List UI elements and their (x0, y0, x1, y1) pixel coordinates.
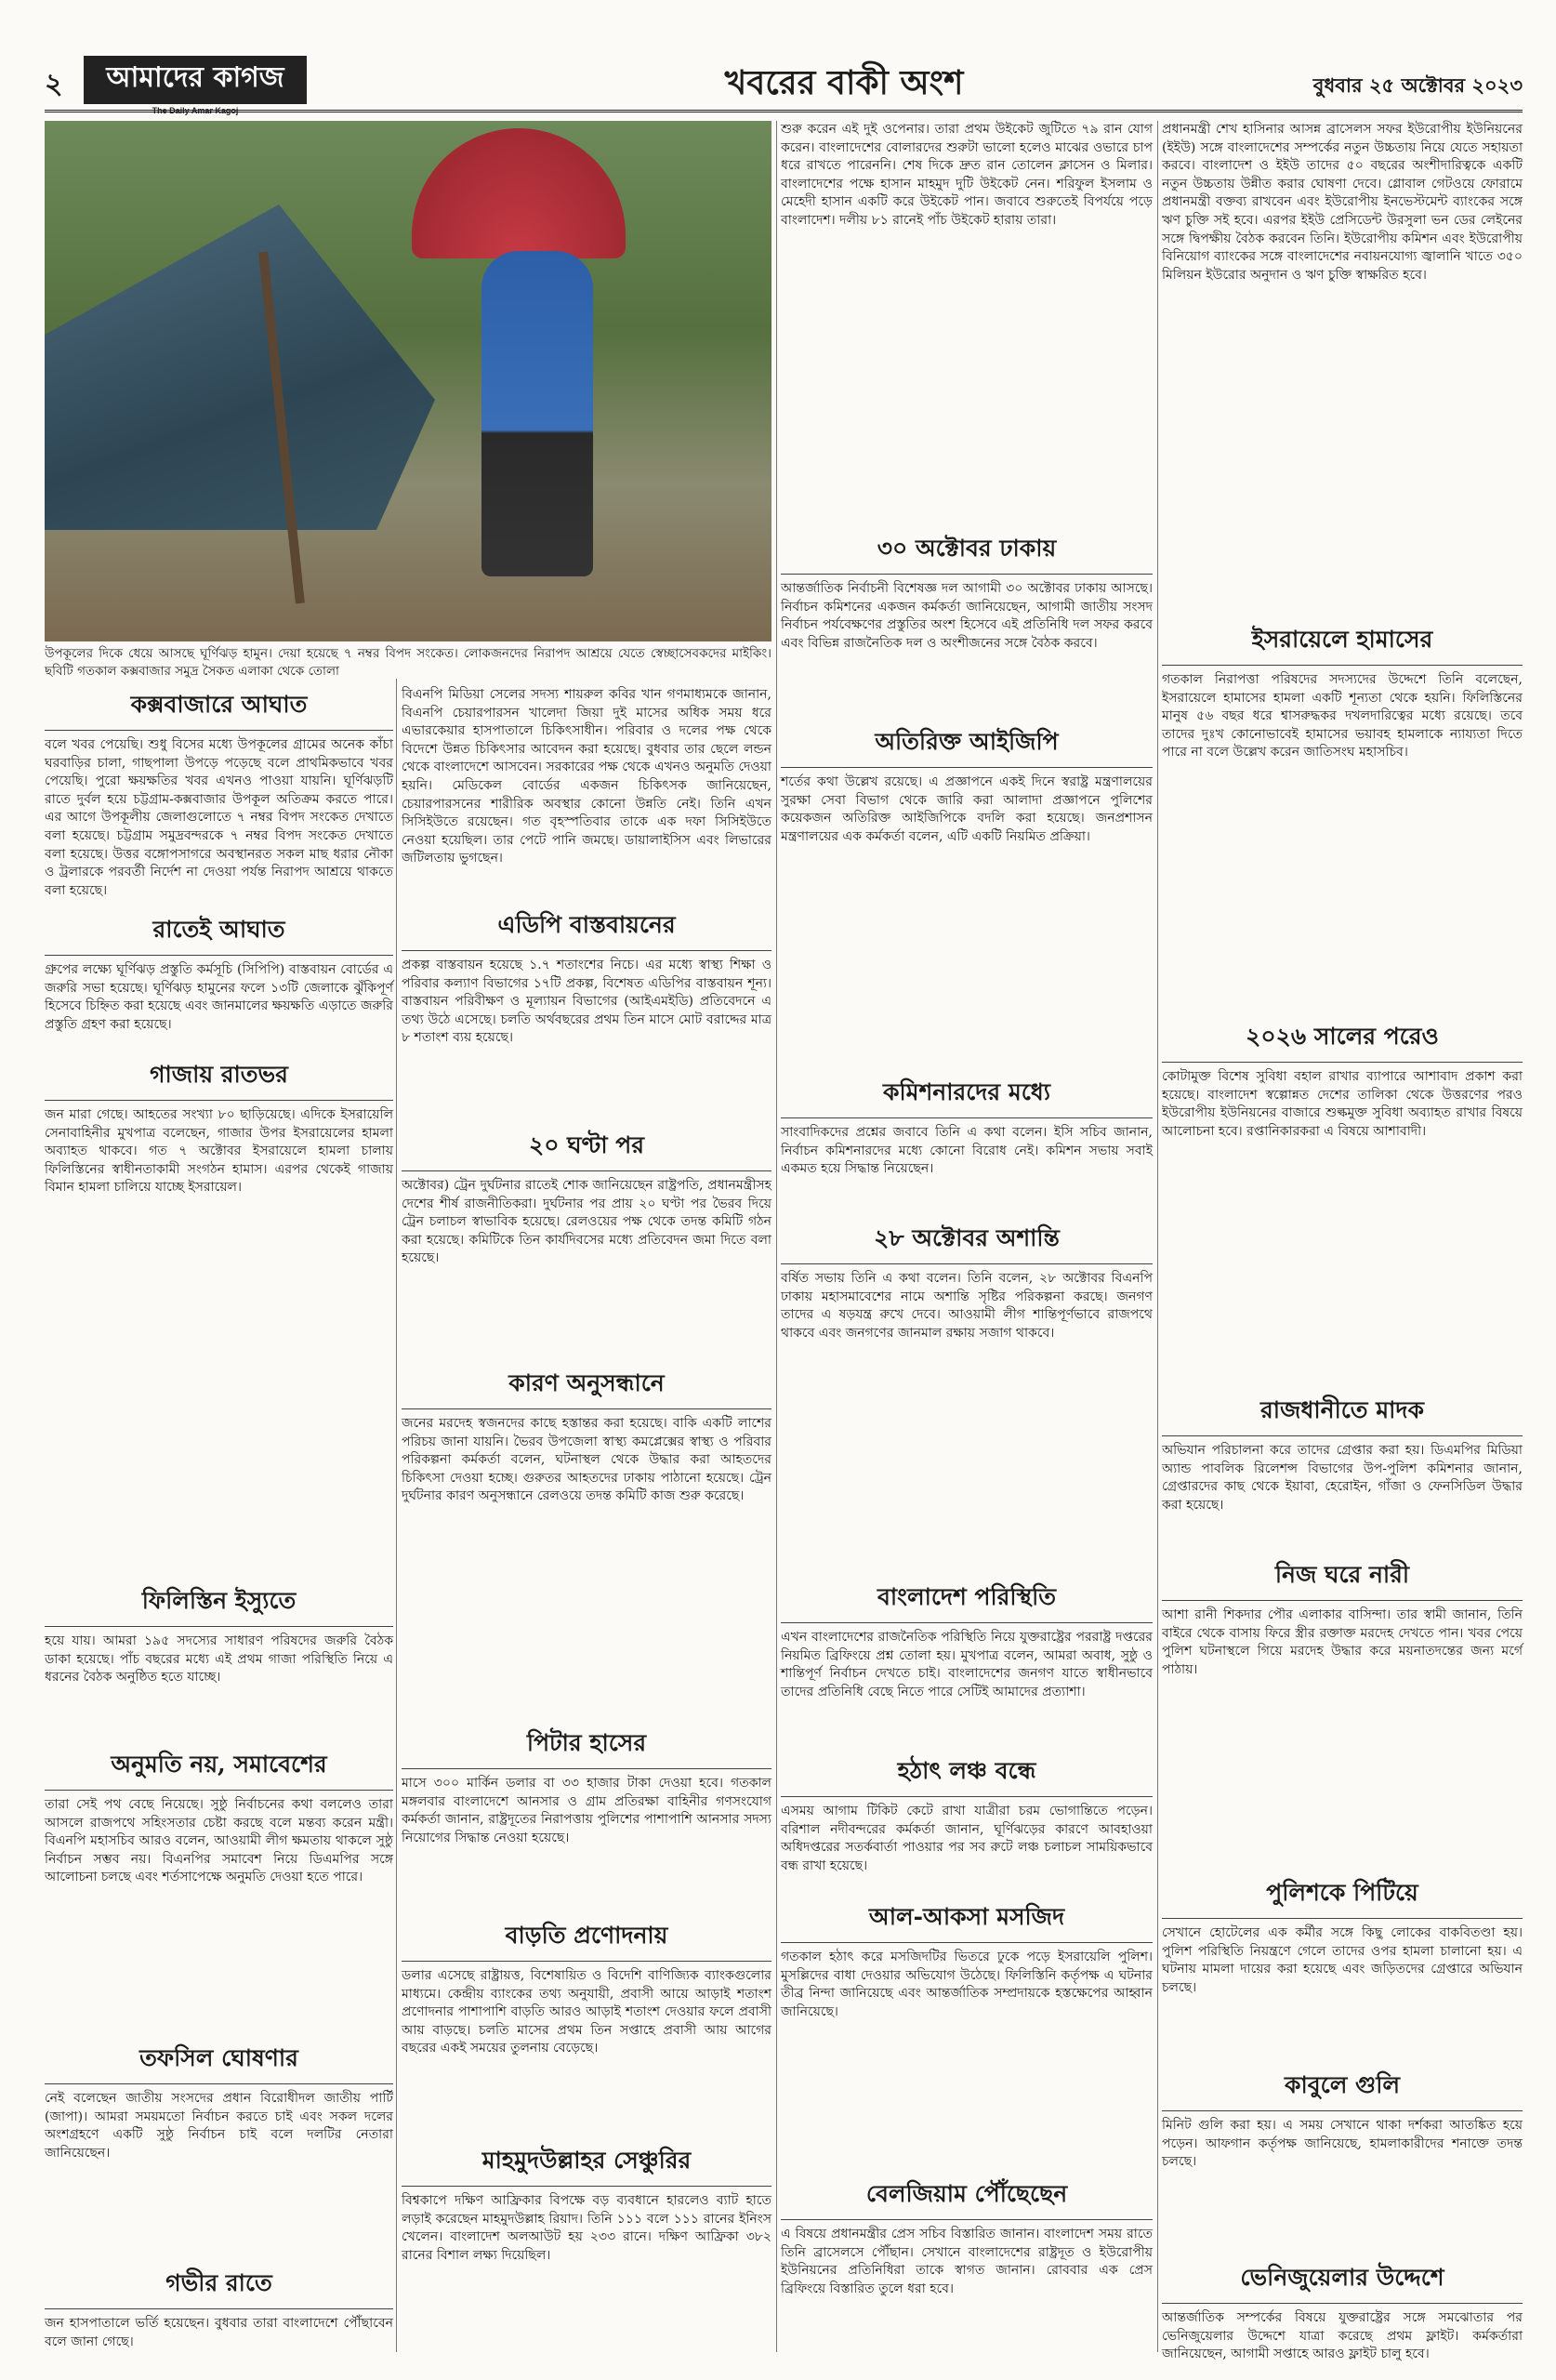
story-body: সাংবাদিকদের প্রশ্নের জবাবে তিনি এ কথা বলেন। ইসি সচিব জানান, নির্বাচন কমিশনারদের মধ্যে কোনো বিরোধ নেই। কমিশন সভায় সবাই একমত হয়ে সিদ্ধান্ত নিয়েছেন। (781, 1125, 1153, 1177)
story-body: মিনিট গুলি করা হয়। এ সময় সেখানে থাকা দর্শকরা আতঙ্কিত হয়ে পড়েন। আফগান কর্তৃপক্ষ জানিয়েছে, হামলাকারীদের শনাক্তে তদন্ত চলছে। (1162, 2118, 1523, 2170)
story-body: বিএনপি মিডিয়া সেলের সদস্য শায়রুল কবির খান গণমাধ্যমকে জানান, বিএনপি চেয়ারপারসন খালেদা জিয়া দুই মাসের অধিক সময় ধরে এভারকেয়ার হাসপাতালে চিকিৎসাধীন। পরিবার ও দলের পক্ষ থেকে বিদেশে উন্নত চিকিৎসার আবেদন করা হয়েছে। বুধবার তার ছেলে লন্ডন থেকে বাংলাদেশে আসবেন। সরকারের পক্ষ থেকে এখনও অনুমতি দেওয়া হয়নি। মেডিকেল বোর্ডের একজন চিকিৎসক জানিয়েছেন, চেয়ারপারসনের শারীরিক অবস্থার কোনো উন্নতি নেই। তিনি এখন সিসিইউতে রয়েছেন। গত বৃহস্পতিবার তাকে এক দফা সিসিইউতে নেওয়া হয়েছিল। তার পেটে পানি জমছে। ডায়ালাইসিস এবং লিভারের জটিলতায় ভুগছেন। (402, 687, 771, 866)
story-headline: অনুমতি নয়, সমাবেশের (45, 1746, 393, 1791)
story-headline: গাজায় রাতভর (45, 1056, 393, 1101)
story-hamas (1162, 621, 1523, 1012)
story-body: সেখানে হোটেলের এক কর্মীর সঙ্গে কিছু লোকের বাকবিতণ্ডা হয়। পুলিশ পরিস্থিতি নিয়ন্ত্রণে গেলে তাদের ওপর হামলা চালানো হয়। এ ঘটনায় মামলা দায়ের করা হয়েছে এবং জড়িতদের গ্রেপ্তারে অভিযান চলছে। (1162, 1925, 1523, 1995)
story-pm (1162, 121, 1523, 614)
story-reason (402, 1365, 771, 1718)
story-headline: পিটার হাসের (402, 1725, 771, 1769)
story-body: জনের মরদেহ স্বজনদের কাছে হস্তান্তর করা হয়েছে। বাকি একটি লাশের পরিচয় জানা যায়নি। ভৈরব উপজেলা স্বাস্থ্য কমপ্লেক্সের স্বাস্থ্য ও পরিবার পরিকল্পনা কর্মকর্তা বলেন, ঘটনাস্থল থেকে উদ্ধার করা আহতদের চিকিৎসা দেওয়া হচ্ছে। গুরুতর আহতদের ঢাকায় পাঠানো হয়েছে। ট্রেন দুর্ঘটনার কারণ অনুসন্ধানে রেলওয়ে তদন্ত কমিটি কাজ শুরু করেছে। (402, 1416, 771, 1504)
photo-person (481, 251, 593, 576)
story-mahmudullah (402, 2142, 771, 2348)
story-headline: কারণ অনুসন্ধানে (402, 1365, 771, 1409)
story-headline: ২০২৬ সালের পরেও (1162, 1018, 1523, 1063)
story-tofsil (45, 2040, 393, 2258)
story-headline: ভেনিজুয়েলার উদ্দেশে (1162, 2259, 1523, 2304)
section-title: খবরের বাকী অংশ (724, 63, 964, 102)
story-2026 (1162, 1018, 1523, 1385)
story-duck (402, 1725, 771, 1911)
story-body: হয়ে যায়। আমরা ১৯৫ সদস্যের সাধারণ পরিষদের জরুরি বৈঠক ডাকা হয়েছে। পাঁচ বছরের মধ্যে এই প্রথম গাজা পরিস্থিতি নিয়ে এ ধরনের বৈঠক অনুষ্ঠিত হতে যাচ্ছে। (45, 1633, 393, 1686)
story-body: তারা সেই পথ বেছে নিয়েছে। সুষ্ঠু নির্বাচনের কথা বললেও তারা আসলে রাজপথে সহিংসতার চেষ্টা করছে বলে মন্তব্য করেন মন্ত্রী। বিএনপি মহাসচিব আরও বলেন, আওয়ামী লীগ ক্ষমতায় থাকলে সুষ্ঠু নির্বাচন সম্ভব নয়। বিএনপির সমাবেশ নিয়ে ডিএমপির সঙ্গে আলোচনা চলছে এবং শর্তসাপেক্ষে অনুমতি দেওয়া হতে পারে। (45, 1797, 393, 1885)
story-body: প্রধানমন্ত্রী শেখ হাসিনার আসন্ন ব্রাসেলস সফর ইউরোপীয় ইউনিয়নের (ইইউ) সঙ্গে বাংলাদেশের সম্পর্কের নতুন উচ্চতায় নিয়ে যেতে সহায়তা করবে। বাংলাদেশ ও ইইউ তাদের ৫০ বছরের অংশীদারিত্বকে একটি নতুন উচ্চতায় উন্নীত করার ঘোষণা দেবে। গ্লোবাল গেটওয়ে ফোরামে প্রধানমন্ত্রী বক্তব্য রাখবেন এবং ইউরোপীয় ইনভেস্টমেন্ট ব্যাংকের সঙ্গে ঋণ চুক্তি সই হবে। এরপর ইইউ প্রেসিডেন্ট উরসুলা ভন ডের লেইনের সঙ্গে দ্বিপক্ষীয় বৈঠক করবেন তিনি। ইউরোপীয় কমিশন এবং ইউরোপীয় বিনিয়োগ ব্যাংকের সঙ্গে বাংলাদেশের নবায়নযোগ্য জ্বালানি খাতে ৩৫০ মিলিয়ন ইউরোর অনুদান ও ঋণ চুক্তি স্বাক্ষরিত হবে। (1162, 122, 1523, 283)
story-rec (781, 121, 1153, 521)
story-body: কোটামুক্ত বিশেষ সুবিধা বহাল রাখার ব্যাপারে আশাবাদ প্রকাশ করা হয়েছে। বাংলাদেশ স্বল্পোন্নত দেশের তালিকা থেকে উত্তরণের পরও ইউরোপীয় ইউনিয়নের বাজারে শুল্কমুক্ত সুবিধা অব্যাহত রাখার বিষয়ে আলোচনা হবে। রপ্তানিকারকরা এ বিষয়ে আশাবাদী। (1162, 1069, 1523, 1139)
newspaper-logo (84, 56, 307, 115)
story-body: প্রকল্প বাস্তবায়ন হয়েছে ১.৭ শতাংশের নিচে। এর মধ্যে স্বাস্থ্য শিক্ষা ও পরিবার কল্যাণ বিভাগের ১৭টি প্রকল্প, বিশেষত এডিপির বাস্তবায়ন শূন্য। বাস্তবায়ন পরিবীক্ষণ ও মূল্যায়ন বিভাগের (আইএমইডি) প্রতিবেদনে এ তথ্য উঠে এসেছে। চলতি অর্থবছরের প্রথম তিন মাসে মোট বরাদ্দের মাত্র ৮ শতাংশ ব্যয় হয়েছে। (402, 958, 771, 1046)
story-night1 (45, 911, 393, 1051)
news-photo (45, 121, 771, 641)
story-headline: রাজধানীতে মাদক (1162, 1392, 1523, 1436)
story-aqsa (781, 1898, 1153, 2168)
story-cox (45, 686, 393, 905)
story-body: অভিযান পরিচালনা করে তাদের গ্রেপ্তার করা হয়। ডিএমপির মিডিয়া অ্যান্ড পাবলিক রিলেশন্স বিভাগের উপ-পুলিশ কমিশনার জানান, গ্রেপ্তারদের কাছ থেকে ইয়াবা, হেরোইন, গাঁজা ও ফেনসিডিল উদ্ধার করা হয়েছে। (1162, 1443, 1523, 1513)
logo-subtitle: The Daily Amar Kagoj (152, 106, 239, 115)
photo-caption: উপকূলের দিকে ধেয়ে আসছে ঘূর্ণিঝড় হামুন। দেয়া হয়েছে ৭ নম্বর বিপদ সংকেত। লোকজনদের নিরাপদ আশ্রয়ে যেতে স্বেচ্ছাসেবকদের মাইকিং। ছবিটি গতকাল কক্সবাজার সমুদ্র সৈকত এলাকা থেকে তোলা (45, 646, 771, 679)
story-headline: ২০ ঘণ্টা পর (402, 1127, 771, 1171)
story-night2 (45, 2265, 393, 2348)
story-body: শুরু করেন এই দুই ওপেনার। তারা প্রথম উইকেট জুটিতে ৭৯ রান যোগ করেন। বাংলাদেশের বোলারদের শুরুটা ভালো হলেও মাঝের ওভারে চাপ ধরে রাখতে পারেননি। শেষ দিকে দ্রুত রান তোলেন ক্লাসেন ও মিলার। বাংলাদেশের পক্ষে হাসান মাহমুদ দুটি উইকেট নেন। শরিফুল ইসলাম ও মেহেদী হাসান একটি করে উইকেট পান। জবাবে শুরুতেই বিপর্যয়ে পড়ে বাংলাদেশ। দলীয় ৮১ রানেই পাঁচ উইকেট হারায় তারা। (781, 122, 1153, 228)
column-rule (776, 121, 777, 2352)
story-body: জন মারা গেছে। আহতের সংখ্যা ৮০ ছাড়িয়েছে। এদিকে ইসরায়েলি সেনাবাহিনীর মুখপাত্র বলেছেন, গাজার উপর ইসরায়েলের হামলা অব্যাহত থাকবে। গত ৭ অক্টোবর ইসরায়েলে হামলা চালায় ফিলিস্তিনের স্বাধীনতাকামী সংগঠন হামাস। এরপর থেকেই গাজায় বিমান হামলা চালিয়ে যাচ্ছে ইসরায়েল। (45, 1107, 393, 1196)
story-palestine (45, 1582, 393, 1740)
story-addl (781, 723, 1153, 1067)
story-bnp-cont (402, 686, 771, 900)
story-rally (45, 1746, 393, 2034)
issue-date: বুধবার ২৫ অক্টোবর ২০২৩ (1312, 73, 1523, 97)
story-headline: আল-আকসা মসজিদ (781, 1898, 1153, 1943)
story-headline: এডিপি বাস্তবায়নের (402, 906, 771, 951)
story-headline: ২৮ অক্টোবর অশান্তি (781, 1220, 1153, 1264)
story-body: ডলার এসেছে রাষ্ট্রায়ত্ত, বিশেষায়িত ও বিদেশি বাণিজ্যিক ব্যাংকগুলোর মাধ্যমে। কেন্দ্রীয় ব্যাংকের তথ্য অনুযায়ী, প্রবাসী আয়ে আড়াই শতাংশ প্রণোদনার পাশাপাশি বাড়তি আরও আড়াই শতাংশ দেওয়ার ফলে প্রবাসী আয় বাড়ছে। চলতি মাসের প্রথম তিন সপ্তাহে প্রবাসী আয় আগের বছরের একই সময়ের তুলনায় বেড়েছে। (402, 1968, 771, 2056)
story-headline: ফিলিস্তিন ইস্যুতে (45, 1582, 393, 1627)
column-rule (396, 679, 397, 2352)
story-headline: কাবুলে গুলি (1162, 2067, 1523, 2111)
story-headline: পুলিশকে পিটিয়ে (1162, 1874, 1523, 1919)
story-body: গতকাল হঠাৎ করে মসজিদটির ভিতরে ঢুকে পড়ে ইসরায়েলি পুলিশ। মুসল্লিদের বাধা দেওয়ার অভিযোগ উঠেছে। ফিলিস্তিনি কর্তৃপক্ষ এ ঘটনার তীব্র নিন্দা জানিয়েছে এবং আন্তর্জাতিক সম্প্রদায়কে হস্তক্ষেপের আহ্বান জানিয়েছে। (781, 1950, 1153, 2019)
story-drugs (1162, 1392, 1523, 1550)
story-headline: ইসরায়েলে হামাসের (1162, 621, 1523, 666)
story-belgium (781, 2175, 1153, 2348)
page-number: ২ (45, 68, 63, 100)
story-adp (402, 906, 771, 1120)
story-body: গতকাল নিরাপত্তা পরিষদের সদস্যদের উদ্দেশে তিনি বলেছেন, ইসরায়েলে হামাসের হামলা একটি শূন্যতা থেকে হয়নি। ফিলিস্তিনের মানুষ ৫৬ বছর ধরে শ্বাসরুদ্ধকর দখলদারিত্বের মধ্যে রয়েছে। তবে তাদের দুঃখ কোনোভাবেই হামাসের ভয়াবহ হামলাকে ন্যায্যতা দিতে পারে না বলে উল্লেখ করেন জাতিসংঘ মহাসচিব। (1162, 672, 1523, 760)
story-gaza (45, 1056, 393, 1577)
story-body: শর্তের কথা উল্লেখ রয়েছে। এ প্রজ্ঞাপনে একই দিনে স্বরাষ্ট্র মন্ত্রণালয়ের সুরক্ষা সেবা বিভাগ থেকে জারি করা আলাদা প্রজ্ঞাপনে পুলিশের কয়েকজন অতিরিক্ত আইজিপিকে বদলি করা হয়েছে। জনপ্রশাসন মন্ত্রণালয়ের এক কর্মকর্তা বলেন, এটি একটি নিয়মিত প্রক্রিয়া। (781, 774, 1153, 844)
masthead (45, 54, 1523, 115)
story-headline: নিজ ঘরে নারী (1162, 1556, 1523, 1601)
story-commission (781, 1074, 1153, 1213)
story-body: এ বিষয়ে প্রধানমন্ত্রীর প্রেস সচিব বিস্তারিত জানান। বাংলাদেশ সময় রাতে তিনি ব্রাসেলসে পৌঁছান। সেখানে বাংলাদেশের রাষ্ট্রদূত ও ইউরোপীয় ইউনিয়নের প্রতিনিধিরা তাকে স্বাগত জানান। রোববার এক প্রেস ব্রিফিংয়ে বিস্তারিত তুলে ধরা হবে। (781, 2227, 1153, 2296)
story-body: বলে খবর পেয়েছি। শুধু বিসের মধ্যে উপকূলের গ্রামের অনেক কাঁচা ঘরবাড়ির চালা, গাছপালা উপড়ে পড়েছে বলে প্রাথমিকভাবে খবর পেয়েছি। পুরো ক্ষয়ক্ষতির খবর এখনও পাওয়া যায়নি। ঘূর্ণিঝড়টি রাতে দুর্বল হয়ে চট্টগ্রাম-কক্সবাজার উপকূল অতিক্রম করতে পারে। এর আগে উপকূলীয় জেলাগুলোতে ৭ নম্বর বিপদ সংকেত দেখাতে বলা হয়েছে। চট্টগ্রাম সমুদ্রবন্দরকে ৭ নম্বর বিপদ সংকেত দেখাতে বলা হয়েছে। উত্তর বঙ্গোপসাগরে অবস্থানরত সকল মাছ ধরার নৌকা ও ট্রলারকে পরবর্তী নির্দেশ না দেওয়া পর্যন্ত নিরাপদ আশ্রয়ে থাকতে বলা হয়েছে। (45, 737, 393, 898)
story-body: বিশ্বকাপে দক্ষিণ আফ্রিকার বিপক্ষে বড় ব্যবধানে হারলেও ব্যাট হাতে লড়াই করেছেন মাহমুদউল্লাহ রিয়াদ। তিনি ১১১ বলে ১১১ রানের ইনিংস খেলেন। বাংলাদেশ অলআউট হয় ২৩৩ রানে। দক্ষিণ আফ্রিকা ৩৮২ রানের বিশাল লক্ষ্য দিয়েছিল। (402, 2193, 771, 2263)
photo-tarp-shelter (45, 205, 435, 530)
story-body: আন্তর্জাতিক সম্পর্কের বিষয়ে যুক্তরাষ্ট্রের সঙ্গে সমঝোতার পর ভেনিজুয়েলার উদ্দেশে যাত্রা করেছে প্রথম ফ্লাইট। কর্মকর্তারা জানিয়েছেন, আগামী সপ্তাহে আরও ফ্লাইট চালু হবে। (1162, 2310, 1523, 2362)
story-headline: বেলজিয়াম পৌঁছেছেন (781, 2175, 1153, 2220)
story-venezuela (1162, 2259, 1523, 2362)
story-body: এখন বাংলাদেশের রাজনৈতিক পরিস্থিতি নিয়ে যুক্তরাষ্ট্রের পররাষ্ট্র দপ্তরের নিয়মিত ব্রিফিংয়ে প্রশ্ন তোলা হয়। মুখপাত্র বলেন, আমরা অবাধ, সুষ্ঠু ও শান্তিপূর্ণ নির্বাচন দেখতে চাই। বাংলাদেশের জনগণ যাতে স্বাধীনভাবে তাদের প্রতিনিধি বেছে নিতে পারে সেটিই আমাদের প্রত্যাশা। (781, 1630, 1153, 1699)
story-bdsit (781, 1579, 1153, 1746)
story-oct28 (781, 1220, 1153, 1573)
story-body: আন্তর্জাতিক নির্বাচনী বিশেষজ্ঞ দল আগামী ৩০ অক্টোবর ঢাকায় আসছে। নির্বাচন কমিশনের একজন কর্মকর্তা জানিয়েছেন, আগামী জাতীয় সংসদ নির্বাচন পর্যবেক্ষণের প্রস্তুতির অংশ হিসেবে এই প্রতিনিধি দল সফর করবে এবং বিভিন্ন রাজনৈতিক দল ও অংশীজনের সঙ্গে বৈঠক করবে। (781, 581, 1153, 651)
story-body: গ্রুপের লক্ষ্যে ঘূর্ণিঝড় প্রস্তুতি কর্মসূচি (সিপিপি) বাস্তবায়ন বোর্ডের এ জরুরি সভা হয়েছে। ঘূর্ণিঝড় হামুনের ফলে ১৩টি জেলাকে ঝুঁকিপূর্ণ হিসেবে চিহ্নিত করা হয়েছে এবং জানমালের ক্ষয়ক্ষতি এড়াতে জরুরি প্রস্তুতি গ্রহণ করা হয়েছে। (45, 962, 393, 1032)
photo-umbrella (412, 128, 626, 258)
story-headline: হঠাৎ লঞ্চ বন্ধে (781, 1752, 1153, 1797)
story-headline: রাতেই আঘাত (45, 911, 393, 956)
column-rule (1157, 121, 1158, 2352)
story-after20 (402, 1127, 771, 1359)
story-remit (402, 1917, 771, 2135)
story-body: এসময় আগাম টিকিট কেটে রাখা যাত্রীরা চরম ভোগান্তিতে পড়েন। বরিশাল নদীবন্দরের কর্মকর্তা জানান, ঘূর্ণিঝড়ের কারণে আবহাওয়া অধিদপ্তরের সতর্কবার্তা পাওয়ার পর সব রুটে লঞ্চ চলাচল সাময়িকভাবে বন্ধ রাখা হয়েছে। (781, 1804, 1153, 1873)
story-body: জন হাসপাতালে ভর্তি হয়েছেন। বুধবার তারা বাংলাদেশে পৌঁছাবেন বলে জানা গেছে। (45, 2316, 393, 2349)
story-headline: তফসিল ঘোষণার (45, 2040, 393, 2084)
story-launch (781, 1752, 1153, 1892)
story-headline: ৩০ অক্টোবর ঢাকায় (781, 530, 1153, 575)
story-body: নেই বলেছেন জাতীয় সংসদের প্রধান বিরোধীদল জাতীয় পার্টি (জাপা)। আমরা সময়মতো নির্বাচন করতে চাই এবং সকল দলের অংশগ্রহণে একটি সুষ্ঠু নির্বাচন চাই বলে দলটির নেতারা জানিয়েছেন। (45, 2091, 393, 2161)
story-headline: কক্সবাজারে আঘাত (45, 686, 393, 731)
story-headline: বাড়তি প্রণোদনায় (402, 1917, 771, 1962)
story-headline: মাহমুদউল্লাহর সেঞ্চুরির (402, 2142, 771, 2187)
story-headline: কমিশনারদের মধ্যে (781, 1074, 1153, 1118)
story-oct30 (781, 530, 1153, 716)
story-woman (1162, 1556, 1523, 1868)
story-police (1162, 1874, 1523, 2060)
story-body: মাসে ৩০০ মার্কিন ডলার বা ৩৩ হাজার টাকা দেওয়া হবে। গতকাল মঙ্গলবার বাংলাদেশে আনসার ও গ্রাম প্রতিরক্ষা বাহিনীর গণসংযোগ কর্মকর্তা জানান, রাষ্ট্রদূতের নিরাপত্তায় পুলিশের পাশাপাশি আনসার সদস্য নিয়োগের সিদ্ধান্ত নেওয়া হয়েছে। (402, 1776, 771, 1845)
story-headline: গভীর রাতে (45, 2265, 393, 2309)
logo-text: আমাদের কাগজ (106, 61, 284, 94)
story-body: অক্টোবর) ট্রেন দুর্ঘটনার রাতেই শোক জানিয়েছেন রাষ্ট্রপতি, প্রধানমন্ত্রীসহ দেশের শীর্ষ রাজনীতিকরা। দুর্ঘটনার পর প্রায় ২০ ঘণ্টা পর ভৈরব দিয়ে ট্রেন চলাচল স্বাভাবিক হয়েছে। রেলওয়ের পক্ষ থেকে তদন্ত কমিটি গঠন করা হয়েছে। কমিটিকে তিন কার্যদিবসের মধ্যে প্রতিবেদন জমা দিতে বলা হয়েছে। (402, 1178, 771, 1266)
story-body: আশা রানী শিকদার পৌর এলাকার বাসিন্দা। তার স্বামী জানান, তিনি বাইরে থেকে বাসায় ফিরে স্ত্রীর রক্তাক্ত মরদেহ দেখতে পান। খবর পেয়ে পুলিশ ঘটনাস্থলে গিয়ে মরদেহ উদ্ধার করে ময়নাতদন্তের জন্য মর্গে পাঠায়। (1162, 1607, 1523, 1677)
story-headline: বাংলাদেশ পরিস্থিতি (781, 1579, 1153, 1623)
story-headline: অতিরিক্ত আইজিপি (781, 723, 1153, 768)
story-body: বর্ষিত সভায় তিনি এ কথা বলেন। তিনি বলেন, ২৮ অক্টোবর বিএনপি ঢাকায় মহাসমাবেশের নামে অশান্তি সৃষ্টির পরিকল্পনা করছে। জনগণ তাদের এ ষড়যন্ত্র রুখে দেবে। আওয়ামী লীগ শান্তিপূর্ণভাবে রাজপথে থাকবে এবং জনগণের জানমাল রক্ষায় সজাগ থাকবে। (781, 1271, 1153, 1341)
story-kabul (1162, 2067, 1523, 2253)
